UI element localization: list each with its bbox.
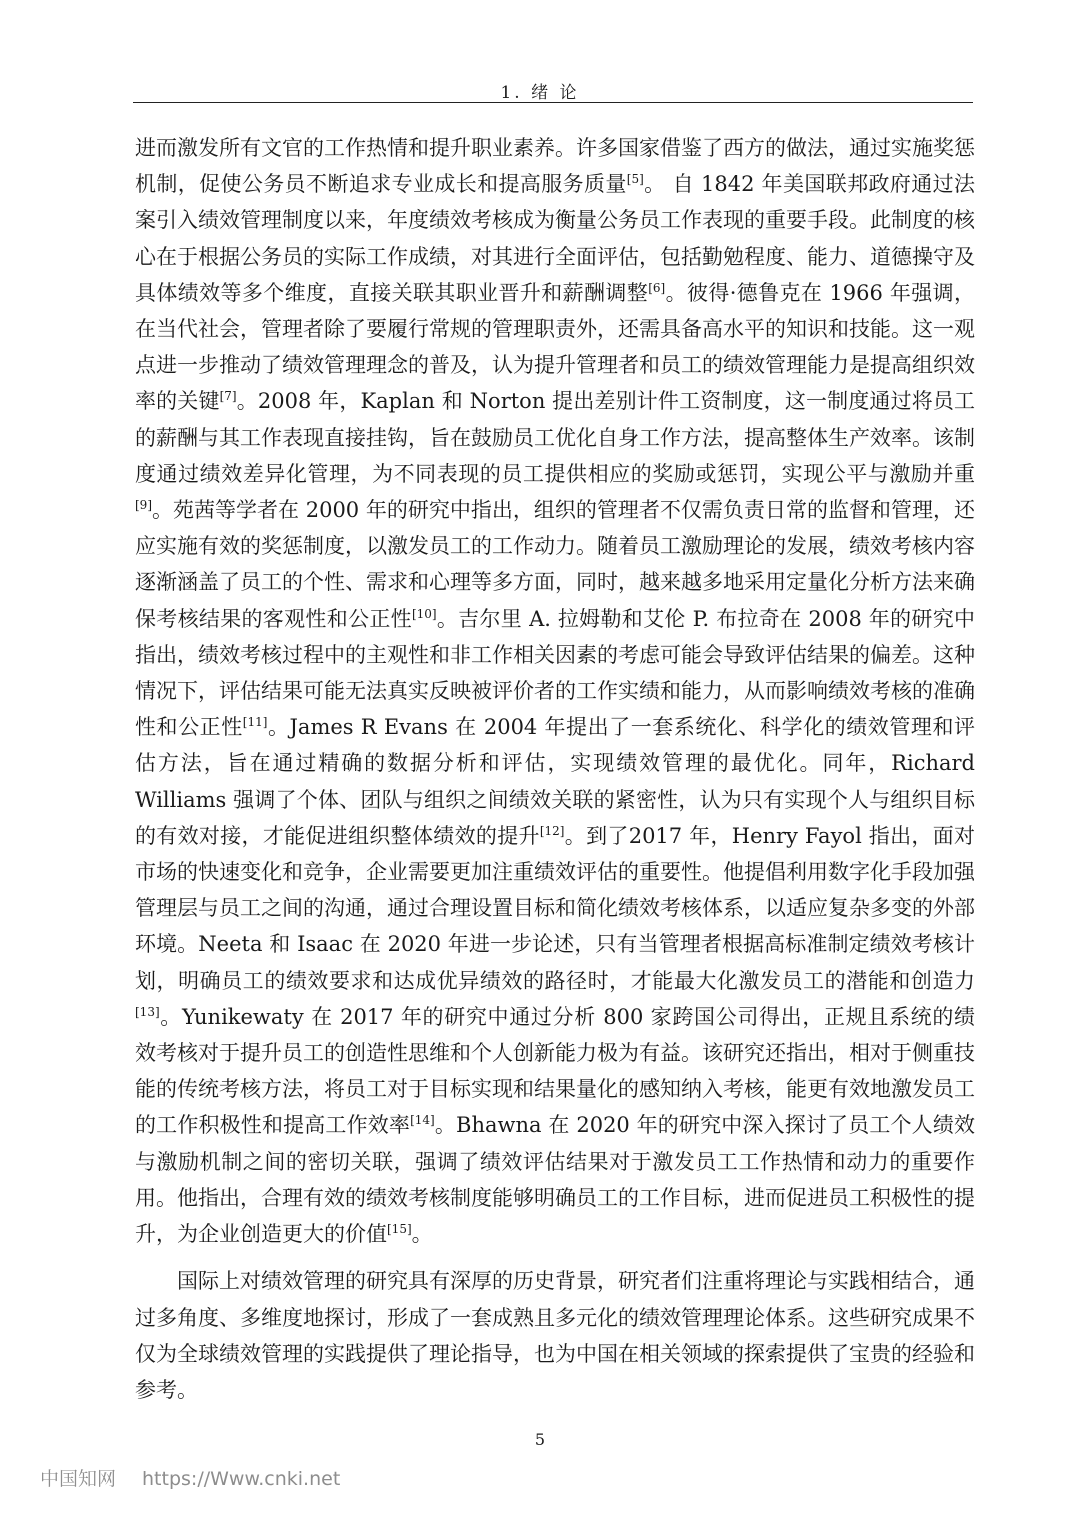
paragraph-text: 。彼得·德鲁克在 1966 年强调，在当代社会，管理者除了要履行常规的管理职责外，还需具备高水平的知识和技能。这一观点进一步推动了绩效管理理念的普及，认为提升管理者和员工的绩效管理能力是提高组织效率的关键: [135, 280, 976, 414]
citation-ref: [15]: [387, 1222, 412, 1237]
paragraph-text: 。Bhawna 在 2020 年的研究中深入探讨了员工个人绩效与激励机制之间的密切关联，强调了绩效评估结果对于激发员工工作热情和动力的重要作用。他指出，合理有效的绩效考核制度能够明确员工的工作目标，进而促进员工积极性的提升，为企业创造更大的价值: [135, 1113, 975, 1247]
paragraph-text: 。苑茜等学者在 2000 年的研究中指出，组织的管理者不仅需负责日常的监督和管理，还应实施有效的奖惩制度，以激发员工的工作动力。随着员工激励理论的发展，绩效考核内容逐渐涵盖了员工的个性、需求和心理等多方面，同时，越来越多地采用定量化分析方法来确保考核结果的客观性和公正性: [135, 498, 975, 631]
watermark-url: https://Www.cnki.net: [142, 1468, 341, 1490]
watermark-brand: 中国知网: [40, 1468, 117, 1490]
citation-ref: [9]: [135, 498, 152, 513]
paragraph-text: 。: [411, 1222, 433, 1247]
page-number: 5: [534, 1430, 546, 1449]
citation-ref: [13]: [135, 1004, 160, 1019]
paragraph-text: 。 自 1842 年美国联邦政府通过法案引入绩效管理制度以来，年度绩效考核成为衡量公务员工作表现的重要手段。此制度的核心在于根据公务员的实际工作成绩，对其进行全面评估，包括勤勉程度、能力、道德操守及具体绩效等多个维度，直接关联其职业晋升和薪酬调整: [135, 172, 976, 305]
citation-ref: [6]: [648, 280, 666, 295]
paragraph-text: 。吉尔里 A. 拉姆勒和艾伦 P. 布拉奇在 2008 年的研究中指出，绩效考核过程中的主观性和非工作相关因素的考虑可能会导致评估结果的偏差。这种情况下，评估结果可能无法真实反映被评价者的工作实绩和能力，从而影响绩效考核的准确性和公正性: [135, 606, 976, 740]
citation-ref: [12]: [539, 823, 565, 838]
paragraph-text: 进而激发所有文官的工作热情和提升职业素养。许多国家借鉴了西方的做法，通过实施奖惩机制，促使公务员不断追求专业成长和提高服务质量: [135, 136, 975, 197]
cnki-watermark: [40, 1464, 340, 1491]
paragraph-text: 。James R Evans 在 2004 年提出了一套系统化、科学化的绩效管理和评估方法，旨在通过精确的数据分析和评估，实现绩效管理的最优化。同年，Richard Williams 强调了个体、团队与组织之间绩效关联的紧密性，认为只有实现个人与组织目标的有效对接，才能促进组织整体绩效的提升: [135, 715, 976, 848]
citation-ref: [10]: [411, 606, 437, 621]
body-text: [135, 130, 975, 1408]
paragraph-text: 。2008 年，Kaplan 和 Norton 提出差别计件工资制度，这一制度通过将员工的薪酬与其工作表现直接挂钩，旨在鼓励员工优化自身工作方法，提高整体生产效率。该制度通过绩效差异化管理，为不同表现的员工提供相应的奖励或惩罚，实现公平与激励并重: [135, 389, 976, 486]
paragraph-text: 。Yunikewaty 在 2017 年的研究中通过分析 800 家跨国公司得出，正规且系统的绩效考核对于提升员工的创造性思维和个人创新能力极为有益。该研究还指出，相对于侧重技能的传统考核方法，将员工对于目标实现和结果量化的感知纳入考核，能更有效地激发员工的工作积极性和提高工作效率: [135, 1004, 975, 1138]
paragraph-text: 国际上对绩效管理的研究具有深厚的历史背景，研究者们注重将理论与实践相结合，通过多角度、多维度地探讨，形成了一套成熟且多元化的绩效管理理论体系。这些研究成果不仅为全球绩效管理的实践提供了理论指导，也为中国在相关领域的探索提供了宝贵的经验和参考。: [135, 1269, 975, 1402]
citation-ref: [11]: [242, 715, 268, 730]
citation-ref: [14]: [410, 1113, 435, 1128]
citation-ref: [5]: [626, 172, 644, 187]
paragraph: [135, 130, 975, 1252]
paragraph: [135, 1263, 975, 1408]
running-header: 1. 绪 论: [500, 83, 580, 103]
header-rule: [133, 102, 973, 103]
paragraph-text: 。到了2017 年，Henry Fayol 指出，面对市场的快速变化和竞争，企业需要更加注重绩效评估的重要性。他提倡利用数字化手段加强管理层与员工之间的沟通，通过合理设置目标和简化绩效考核体系，以适应复杂多变的外部环境。Neeta 和 Isaac 在 2020 年进一步论述，只有当管理者根据高标准制定绩效考核计划，明确员工的绩效要求和达成优异绩效的路径时，才能最大化激发员工的潜能和创造力: [135, 823, 976, 993]
citation-ref: [7]: [219, 389, 237, 404]
